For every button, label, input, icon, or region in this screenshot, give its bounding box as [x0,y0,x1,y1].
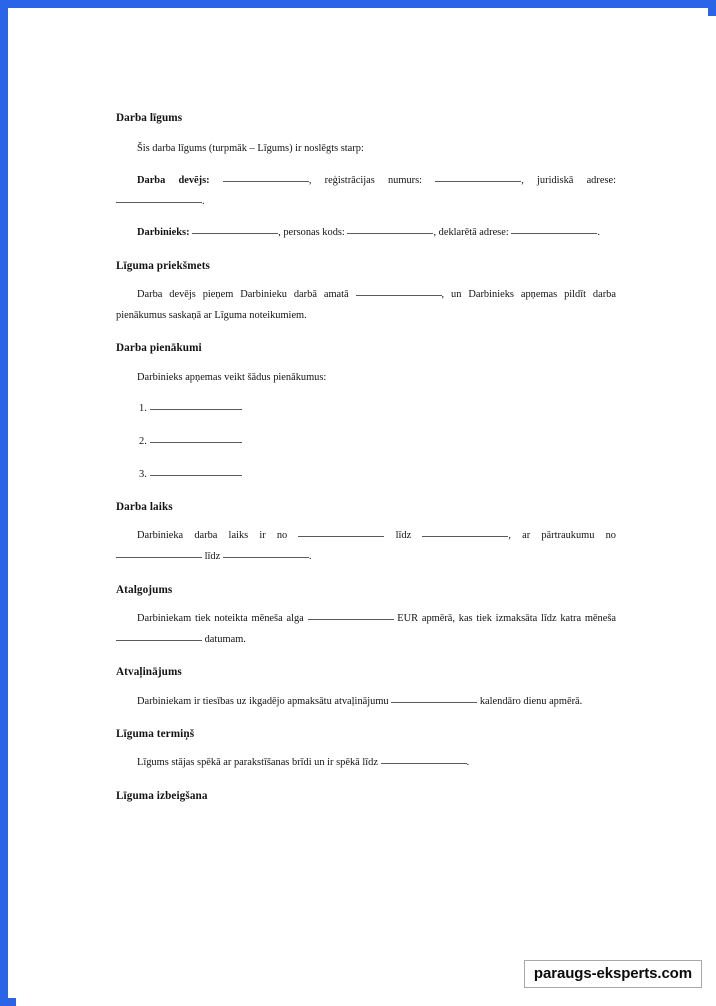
duty-number: 2. [139,435,147,447]
list-item [116,432,616,453]
salary-paragraph [116,609,616,650]
section-heading-subject: Līguma priekšmets [116,259,210,272]
worktime-from-blank[interactable] [298,526,384,537]
employee-label: Darbinieks: [137,227,190,239]
worktime-text-1: Darbinieka darba laiks ir no [137,530,288,542]
section-heading-termination: Līguma izbeigšana [116,790,208,803]
employee-text-1: , personas kods: [278,227,345,239]
employer-label: Darba devējs: [137,174,210,186]
duty-number: 3. [139,468,147,480]
term-text-2: . [466,757,470,769]
employee-text-3: . [597,227,600,239]
position-blank[interactable] [356,285,442,296]
section-heading-worktime: Darba laiks [116,501,173,514]
duties-list [116,399,616,485]
duties-intro-paragraph [116,368,616,389]
break-to-blank[interactable] [223,547,309,558]
watermark-text: paraugs-eksperts.com [533,964,692,982]
employee-address-blank[interactable] [511,223,597,234]
salary-amount-blank[interactable] [308,609,394,620]
subject-text-1: Darba devējs pieņem Darbinieku darbā amatā [137,289,349,301]
list-item [116,465,616,486]
employer-text-2: , juridiskā adrese: [521,174,616,186]
section-heading-vacation: Atvaļinājums [116,666,182,679]
document-title: Darba līgums [116,112,183,124]
break-from-blank[interactable] [116,547,202,558]
worktime-text-3: , ar pārtraukumu no [508,530,616,542]
document-sheet [16,16,716,1006]
vacation-text-1: Darbiniekam ir tiesības uz ikgadējo apmaksātu atvaļinājumu [137,695,389,707]
vacation-days-blank[interactable] [391,692,477,703]
subject-text-2: , un Darbinieks apņemas pildīt darba pienākumus saskaņā ar Līguma noteikumiem. [116,289,616,321]
employer-address-blank[interactable] [116,192,202,203]
worktime-text-5: . [308,551,312,563]
employer-name-blank[interactable] [223,171,309,182]
worktime-text-2: līdz [395,530,412,542]
section-heading-salary: Atalgojums [116,583,173,596]
section-heading-duties: Darba pienākumi [116,342,202,355]
term-text-1: Līgums stājas spēkā ar parakstīšanas brīdi un ir spēkā līdz [137,757,378,769]
worktime-to-blank[interactable] [422,526,508,537]
term-paragraph [116,753,616,774]
salary-text-3: datumam. [204,633,246,645]
employee-paragraph [116,223,616,244]
duty-number: 1. [139,403,147,415]
duty-blank-3[interactable] [150,465,242,476]
employer-regnumber-blank[interactable] [435,171,521,182]
subject-paragraph [116,285,616,326]
worktime-text-4: līdz [204,551,221,563]
list-item [116,399,616,420]
watermark-badge [524,960,702,988]
employer-text-3: . [202,195,205,207]
vacation-text-2: kalendāro dienu apmērā. [479,695,583,707]
salary-text-2: EUR apmērā, kas tiek izmaksāta līdz katra mēneša [397,612,616,624]
employer-paragraph [116,171,616,212]
salary-text-1: Darbiniekam tiek noteikta mēneša alga [137,612,304,624]
duty-blank-1[interactable] [150,399,242,410]
intro-text: Šis darba līgums (turpmāk – Līgums) ir noslēgts starp: [137,143,364,155]
employee-personcode-blank[interactable] [347,223,433,234]
worktime-paragraph [116,526,616,567]
employee-name-blank[interactable] [192,223,278,234]
intro-paragraph [116,139,616,160]
document-body [116,111,616,815]
duties-intro-text: Darbinieks apņemas veikt šādus pienākumus: [137,371,327,383]
duty-blank-2[interactable] [150,432,242,443]
vacation-paragraph [116,692,616,713]
employer-text-1: , reģistrācijas numurs: [308,174,423,186]
employee-text-2: , deklarētā adrese: [433,227,509,239]
salary-paydate-blank[interactable] [116,630,202,641]
term-enddate-blank[interactable] [381,753,467,764]
section-heading-term: Līguma termiņš [116,728,195,741]
